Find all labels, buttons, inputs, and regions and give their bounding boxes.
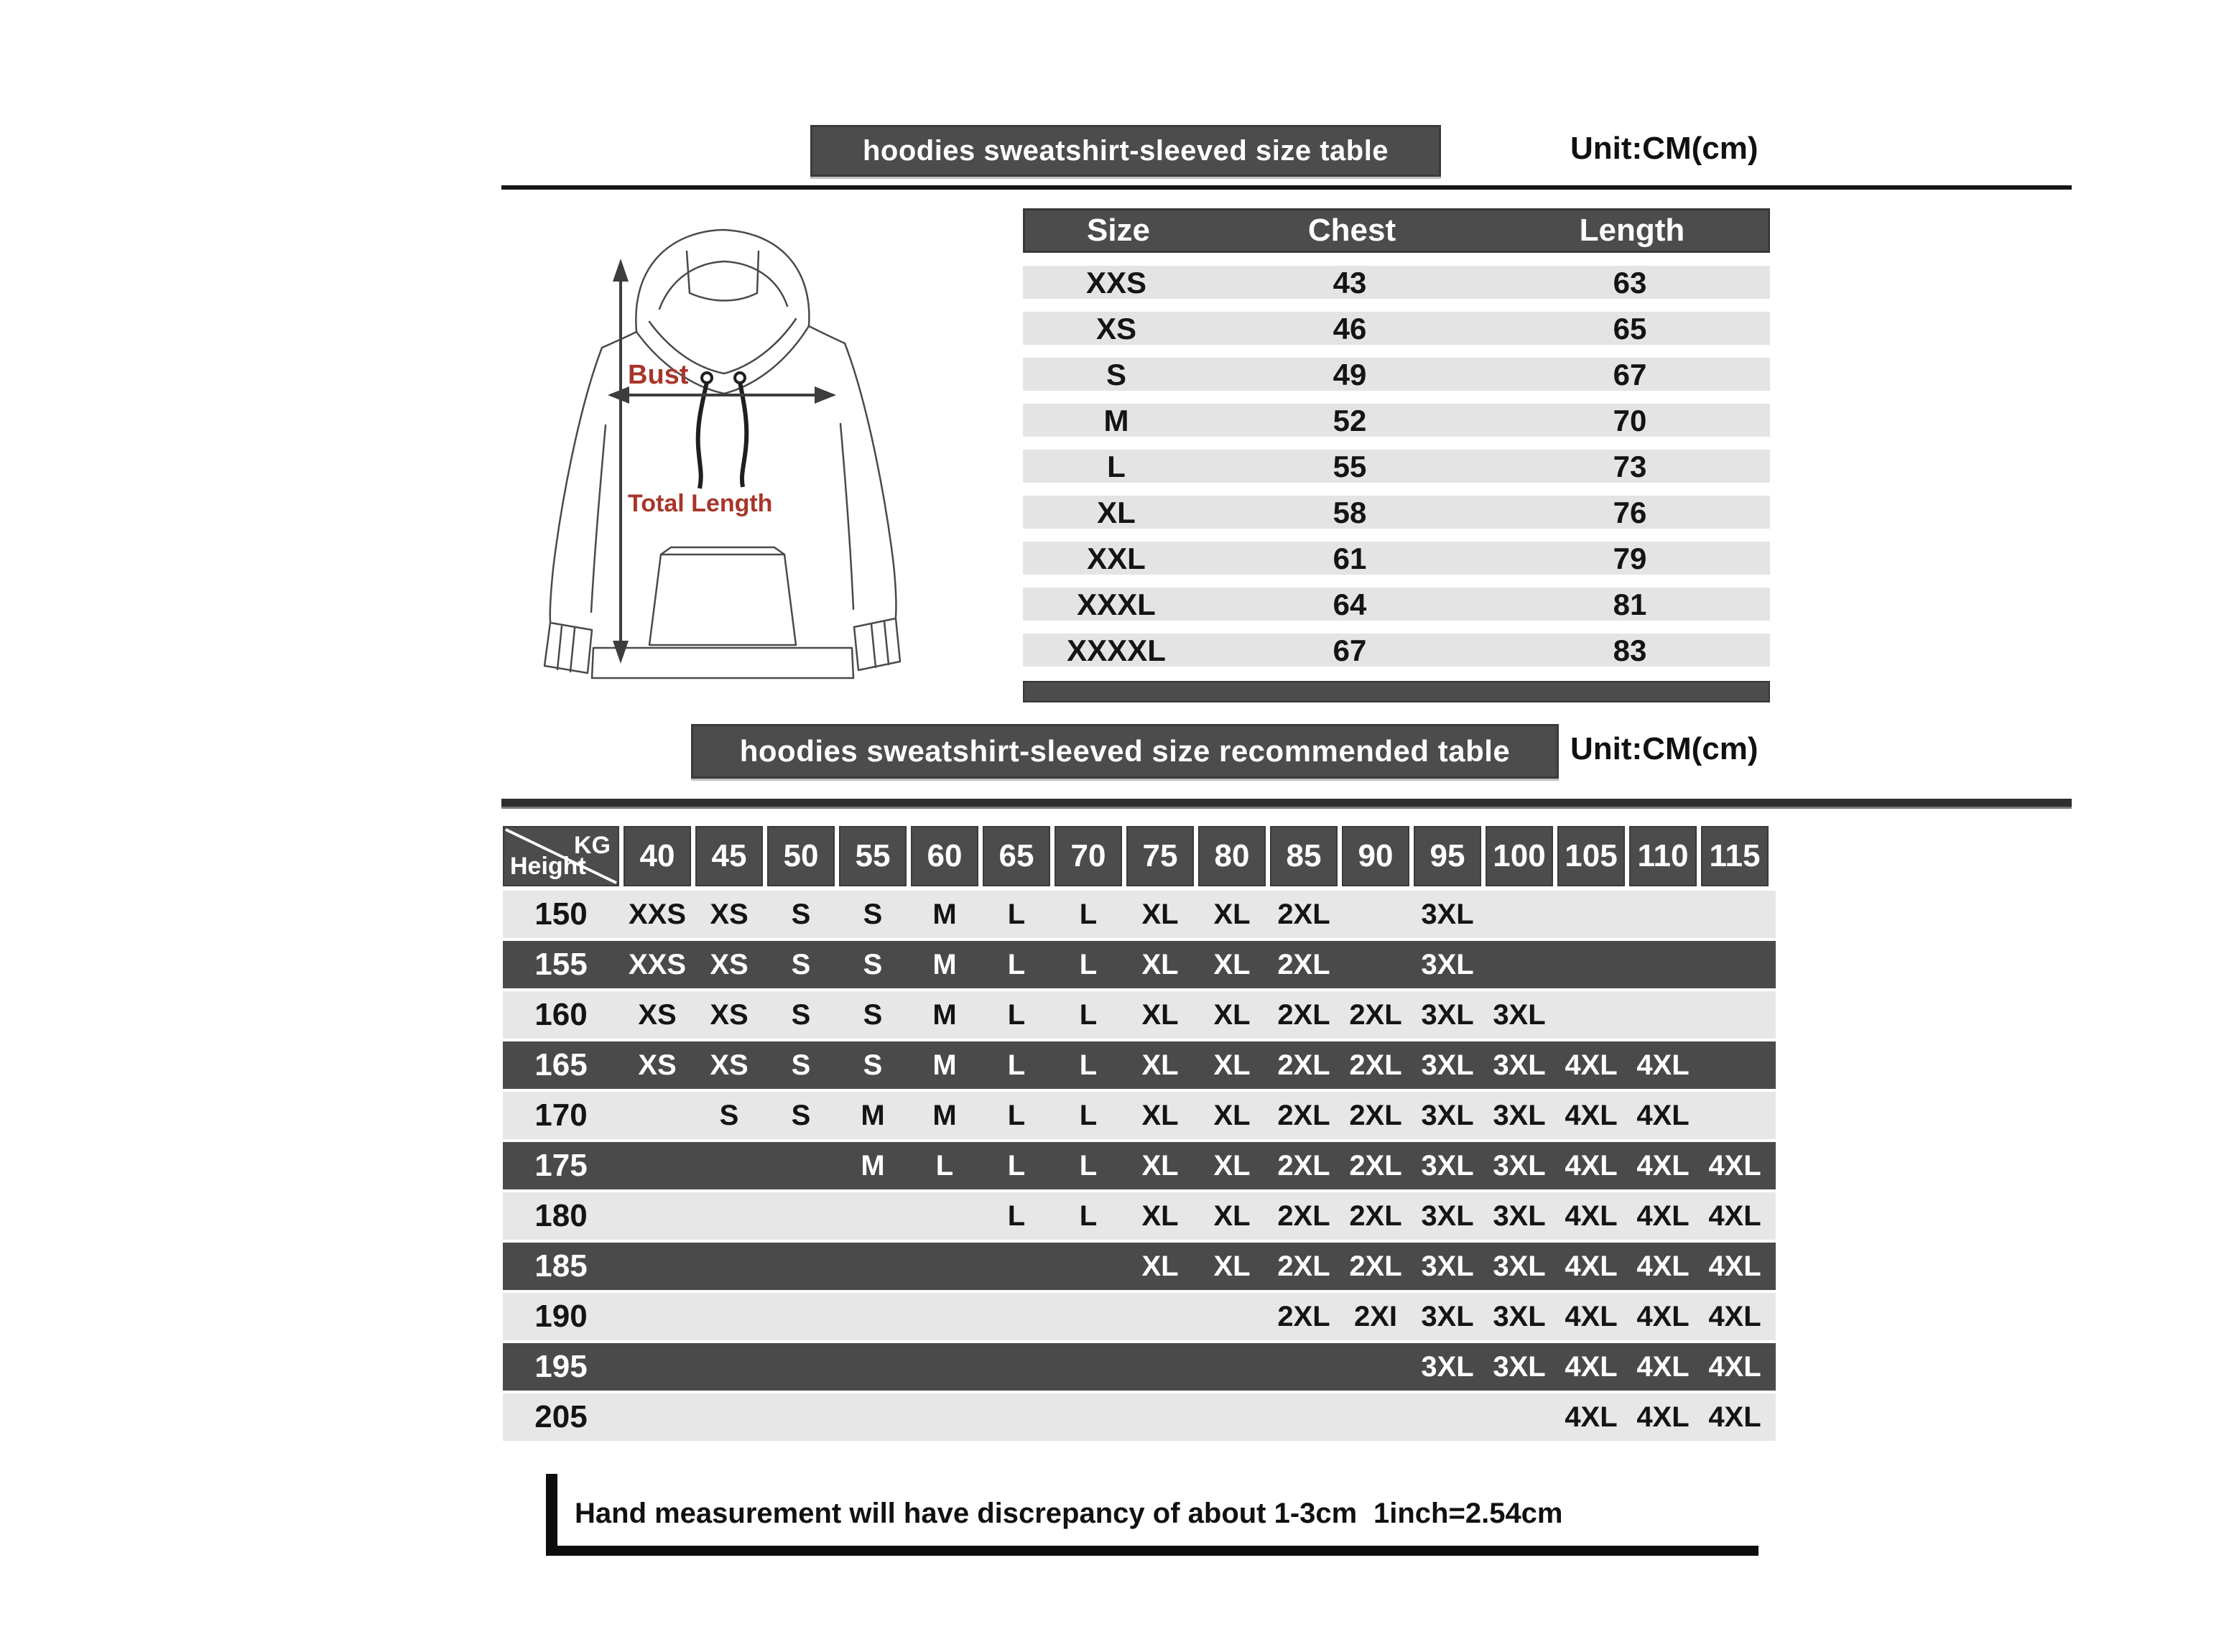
chest-cell: 61 [1333, 542, 1367, 575]
size-cell: XXL [1087, 542, 1146, 575]
corner-height-label: Height [510, 853, 586, 880]
recommended-size-cell: L [1079, 1049, 1098, 1081]
matrix-row [503, 1393, 1776, 1441]
recommended-size-cell: L [1007, 1149, 1026, 1182]
weight-column-header: 60 [911, 826, 978, 886]
recommended-size-cell: 3XL [1493, 1049, 1546, 1081]
recommended-size-cell: 2XL [1277, 898, 1330, 930]
height-label: 160 [534, 997, 588, 1032]
recommended-size-cell: 2XL [1349, 998, 1402, 1031]
weight-column-header: 110 [1629, 826, 1697, 886]
weight-column-header: 70 [1055, 826, 1122, 886]
recommended-size-cell: S [863, 898, 883, 930]
length-cell: 76 [1613, 496, 1647, 529]
recommended-size-cell: 2XL [1349, 1099, 1402, 1131]
weight-column-header: 90 [1342, 826, 1409, 886]
matrix-body [503, 891, 1776, 1441]
recommended-size-cell: L [1079, 1199, 1098, 1232]
recommended-size-cell: 2XL [1277, 1149, 1330, 1182]
recommended-size-cell: 2XL [1277, 948, 1330, 980]
weight-column-header: 75 [1126, 826, 1194, 886]
weight-column-header: 80 [1198, 826, 1266, 886]
recommended-size-cell: XL [1213, 1099, 1251, 1131]
recommended-size-cell: XL [1213, 1250, 1251, 1282]
recommended-size-cell: 4XL [1636, 1300, 1690, 1332]
length-cell: 81 [1613, 588, 1647, 621]
recommended-size-cell: 3XL [1421, 998, 1474, 1031]
recommended-size-cell: XL [1213, 898, 1251, 930]
recommended-size-cell: 2XL [1277, 1199, 1330, 1232]
recommended-size-cell: XL [1141, 1149, 1179, 1182]
recommended-size-cell: XL [1141, 998, 1179, 1031]
matrix-row [503, 1041, 1776, 1089]
note-text: Hand measurement will have discrepancy of about 1-3cm [575, 1497, 1358, 1529]
size-cell: M [1103, 404, 1129, 437]
length-cell: 65 [1613, 312, 1647, 345]
weight-column-header: 40 [624, 826, 691, 886]
recommended-size-cell: 3XL [1421, 1250, 1474, 1282]
recommended-size-cell: 4XL [1636, 1149, 1690, 1182]
recommended-size-cell: XS [638, 1049, 677, 1081]
recommended-size-cell: 3XL [1421, 1049, 1474, 1081]
chest-cell: 58 [1333, 496, 1367, 529]
recommended-size-cell: 3XL [1421, 898, 1474, 930]
size-cell: L [1107, 450, 1126, 483]
recommended-size-cell: M [861, 1099, 885, 1131]
height-label: 150 [534, 896, 588, 932]
matrix-row [503, 1343, 1776, 1391]
size-table-row [1023, 312, 1770, 345]
recommended-size-cell: 2XL [1277, 998, 1330, 1031]
size-cell: XL [1097, 496, 1136, 529]
size-table-row [1023, 634, 1770, 667]
recommended-size-cell: L [1007, 1199, 1026, 1232]
recommended-size-cell: 3XL [1493, 1250, 1546, 1282]
recommended-size-cell: S [719, 1099, 739, 1131]
chest-cell: 46 [1333, 312, 1367, 345]
recommended-size-cell: 2XL [1277, 1049, 1330, 1081]
recommended-size-cell: 4XL [1636, 1049, 1690, 1081]
size-table [1023, 208, 1770, 702]
recommended-size-cell: 3XL [1493, 998, 1546, 1031]
size-table-unit-label: Unit:CM(cm) [1570, 131, 1758, 166]
height-label: 165 [534, 1047, 588, 1082]
recommended-size-cell: 2XL [1349, 1250, 1402, 1282]
recommended-size-cell: 4XL [1708, 1350, 1761, 1383]
recommended-size-cell: 2XL [1277, 1300, 1330, 1332]
left-cuff [544, 623, 592, 673]
size-table-column-header: Length [1579, 213, 1685, 248]
height-label: 180 [534, 1198, 588, 1233]
recommended-size-cell: L [1079, 1099, 1098, 1131]
weight-column-header: 85 [1270, 826, 1338, 886]
recommended-size-cell: 3XL [1493, 1099, 1546, 1131]
matrix-row [503, 1293, 1776, 1340]
recommended-size-cell: 3XL [1421, 1300, 1474, 1332]
recommended-size-cell: 4XL [1636, 1350, 1690, 1383]
recommended-size-cell: 3XL [1493, 1149, 1546, 1182]
recommended-size-cell: XL [1141, 1099, 1179, 1131]
recommended-size-cell: 4XL [1636, 1199, 1690, 1232]
recommended-size-matrix [503, 826, 1776, 1444]
recommended-size-cell: 2XL [1349, 1199, 1402, 1232]
weight-column-header: 50 [767, 826, 835, 886]
recommended-size-cell: 2XL [1349, 1049, 1402, 1081]
recommended-size-cell: L [935, 1149, 954, 1182]
weight-column-header: 65 [983, 826, 1050, 886]
recommended-size-cell: 3XL [1421, 948, 1474, 980]
height-label: 175 [534, 1148, 588, 1183]
recommended-size-cell: S [791, 948, 811, 980]
recommended-size-cell: L [1079, 998, 1098, 1031]
hood-outline [636, 230, 809, 332]
size-table-row [1023, 404, 1770, 437]
recommended-size-cell: 2XL [1349, 1149, 1402, 1182]
length-cell: 73 [1613, 450, 1647, 483]
matrix-row [503, 1092, 1776, 1139]
recommended-size-cell: XL [1141, 898, 1179, 930]
recommended-size-cell: 4XL [1565, 1099, 1618, 1131]
chest-cell: 55 [1333, 450, 1367, 483]
recommended-size-cell: 4XL [1565, 1199, 1618, 1232]
recommended-size-cell: M [932, 898, 957, 930]
recommended-size-cell: L [1007, 898, 1026, 930]
total-length-measure-arrow [613, 259, 629, 664]
recommended-size-cell: 2XL [1277, 1250, 1330, 1282]
recommended-size-cell: 4XL [1636, 1401, 1690, 1433]
chest-cell: 43 [1333, 266, 1367, 300]
kangaroo-pocket [649, 547, 796, 645]
note-left-bar [546, 1474, 557, 1554]
size-table-row [1023, 450, 1770, 483]
recommended-size-cell: S [791, 998, 811, 1031]
recommended-size-cell: XS [710, 998, 749, 1031]
length-cell: 83 [1613, 634, 1647, 667]
matrix-corner-cell [503, 826, 619, 886]
recommended-size-cell: 4XL [1708, 1401, 1761, 1433]
chest-cell: 67 [1333, 634, 1367, 667]
size-table-title: hoodies sweatshirt-sleeved size table [862, 134, 1389, 167]
weight-column-header: 45 [695, 826, 763, 886]
recommended-size-cell: M [932, 1049, 957, 1081]
recommended-size-cell: 2XL [1277, 1099, 1330, 1131]
length-cell: 63 [1613, 266, 1647, 300]
height-label: 170 [534, 1098, 588, 1133]
weight-column-header: 100 [1486, 826, 1553, 886]
recommended-size-cell: XS [638, 998, 677, 1031]
right-cuff [854, 618, 900, 670]
weight-column-header: 95 [1414, 826, 1481, 886]
recommended-size-cell: 3XL [1421, 1199, 1474, 1232]
corner-kg-label: KG [574, 832, 611, 859]
recommended-size-cell: 3XL [1493, 1300, 1546, 1332]
recommended-size-cell: XL [1141, 1199, 1179, 1232]
height-label: 195 [534, 1349, 588, 1384]
recommended-size-cell: 4XL [1708, 1199, 1761, 1232]
recommended-size-cell: XXS [628, 948, 687, 980]
chest-cell: 52 [1333, 404, 1367, 437]
note-underline-bar [546, 1546, 1758, 1556]
separator-line-top [501, 185, 2072, 190]
recommended-size-cell: 4XL [1708, 1300, 1761, 1332]
size-table-row [1023, 542, 1770, 575]
recommended-size-cell: 3XL [1421, 1350, 1474, 1383]
size-table-column-header: Chest [1307, 213, 1396, 248]
size-cell: XXS [1085, 266, 1147, 300]
recommended-table-title: hoodies sweatshirt-sleeved size recommended table [739, 734, 1511, 768]
length-cell: 79 [1613, 542, 1647, 575]
matrix-row [503, 991, 1776, 1039]
recommended-size-cell: XL [1141, 948, 1179, 980]
recommended-size-cell: L [1007, 948, 1026, 980]
recommended-size-cell: S [791, 898, 811, 930]
recommended-size-cell: 2XI [1353, 1300, 1398, 1332]
height-label: 205 [534, 1399, 588, 1434]
recommended-size-cell: S [791, 1099, 811, 1131]
matrix-row [503, 1243, 1776, 1290]
recommended-size-cell: 4XL [1565, 1149, 1618, 1182]
recommended-size-cell: 4XL [1565, 1250, 1618, 1282]
matrix-row [503, 1192, 1776, 1240]
size-table-title-bar [810, 125, 1441, 177]
separator-line-middle [501, 799, 2072, 809]
recommended-table-title-bar [691, 724, 1559, 779]
size-table-row [1023, 358, 1770, 391]
size-table-footer-bar [1023, 681, 1770, 702]
size-cell: XS [1095, 312, 1137, 345]
recommended-size-cell: 3XL [1493, 1350, 1546, 1383]
chest-cell: 64 [1333, 588, 1367, 621]
length-cell: 70 [1613, 404, 1647, 437]
recommended-size-cell: XXS [628, 898, 687, 930]
recommended-table-unit-label: Unit:CM(cm) [1570, 731, 1758, 766]
recommended-size-cell: M [932, 948, 957, 980]
recommended-size-cell: 4XL [1636, 1250, 1690, 1282]
recommended-size-cell: 4XL [1565, 1350, 1618, 1383]
recommended-size-cell: L [1079, 948, 1098, 980]
recommended-size-cell: 4XL [1708, 1149, 1761, 1182]
recommended-size-cell: XS [710, 948, 749, 980]
size-cell: XXXXL [1067, 634, 1166, 667]
size-table-row [1023, 588, 1770, 621]
recommended-size-cell: L [1007, 1049, 1026, 1081]
recommended-size-cell: 4XL [1565, 1401, 1618, 1433]
recommended-size-cell: 3XL [1421, 1149, 1474, 1182]
recommended-size-cell: L [1007, 998, 1026, 1031]
size-cell: S [1106, 358, 1126, 391]
recommended-size-cell: M [932, 998, 957, 1031]
bust-label: Bust [628, 360, 689, 390]
weight-column-header: 115 [1701, 826, 1769, 886]
recommended-size-cell: M [861, 1149, 885, 1182]
matrix-row [503, 891, 1776, 938]
recommended-size-cell: L [1079, 1149, 1098, 1182]
matrix-row [503, 941, 1776, 988]
recommended-size-cell: XL [1213, 1199, 1251, 1232]
hem-band [592, 648, 853, 678]
size-table-body [1023, 266, 1770, 667]
recommended-size-cell: S [863, 998, 883, 1031]
recommended-size-cell: XL [1141, 1049, 1179, 1081]
recommended-size-cell: XS [710, 898, 749, 930]
recommended-size-cell: L [1007, 1099, 1026, 1131]
weight-column-header: 105 [1557, 826, 1625, 886]
recommended-size-cell: XL [1213, 998, 1251, 1031]
recommended-size-cell: 4XL [1708, 1250, 1761, 1282]
note-conversion: 1inch=2.54cm [1373, 1497, 1563, 1529]
recommended-size-cell: XL [1213, 1149, 1251, 1182]
recommended-size-cell: XL [1141, 1250, 1179, 1282]
height-label: 190 [534, 1299, 588, 1334]
recommended-size-cell: 3XL [1493, 1199, 1546, 1232]
size-table-header [1023, 208, 1770, 253]
weight-column-header: 55 [839, 826, 907, 886]
size-table-row [1023, 496, 1770, 529]
recommended-size-cell: S [863, 1049, 883, 1081]
recommended-size-cell: S [791, 1049, 811, 1081]
drawstrings [698, 373, 747, 488]
size-table-row [1023, 266, 1770, 299]
recommended-size-cell: 4XL [1565, 1049, 1618, 1081]
recommended-size-cell: S [863, 948, 883, 980]
recommended-size-cell: 4XL [1636, 1099, 1690, 1131]
total-length-label: Total Length [628, 490, 773, 517]
recommended-size-cell: XS [710, 1049, 749, 1081]
chest-cell: 49 [1333, 358, 1367, 391]
recommended-size-cell: XL [1213, 948, 1251, 980]
matrix-row [503, 1142, 1776, 1189]
recommended-size-cell: L [1079, 898, 1098, 930]
size-table-column-header: Size [1086, 213, 1151, 248]
matrix-header-row [503, 826, 1776, 886]
size-cell: XXXL [1077, 588, 1156, 621]
hoodie-line-art [522, 210, 924, 691]
recommended-size-cell: M [932, 1099, 957, 1131]
recommended-size-cell: 3XL [1421, 1099, 1474, 1131]
height-label: 155 [534, 947, 588, 982]
recommended-size-cell: XL [1213, 1049, 1251, 1081]
recommended-size-cell: 4XL [1565, 1300, 1618, 1332]
height-label: 185 [534, 1248, 588, 1284]
length-cell: 67 [1613, 358, 1647, 391]
